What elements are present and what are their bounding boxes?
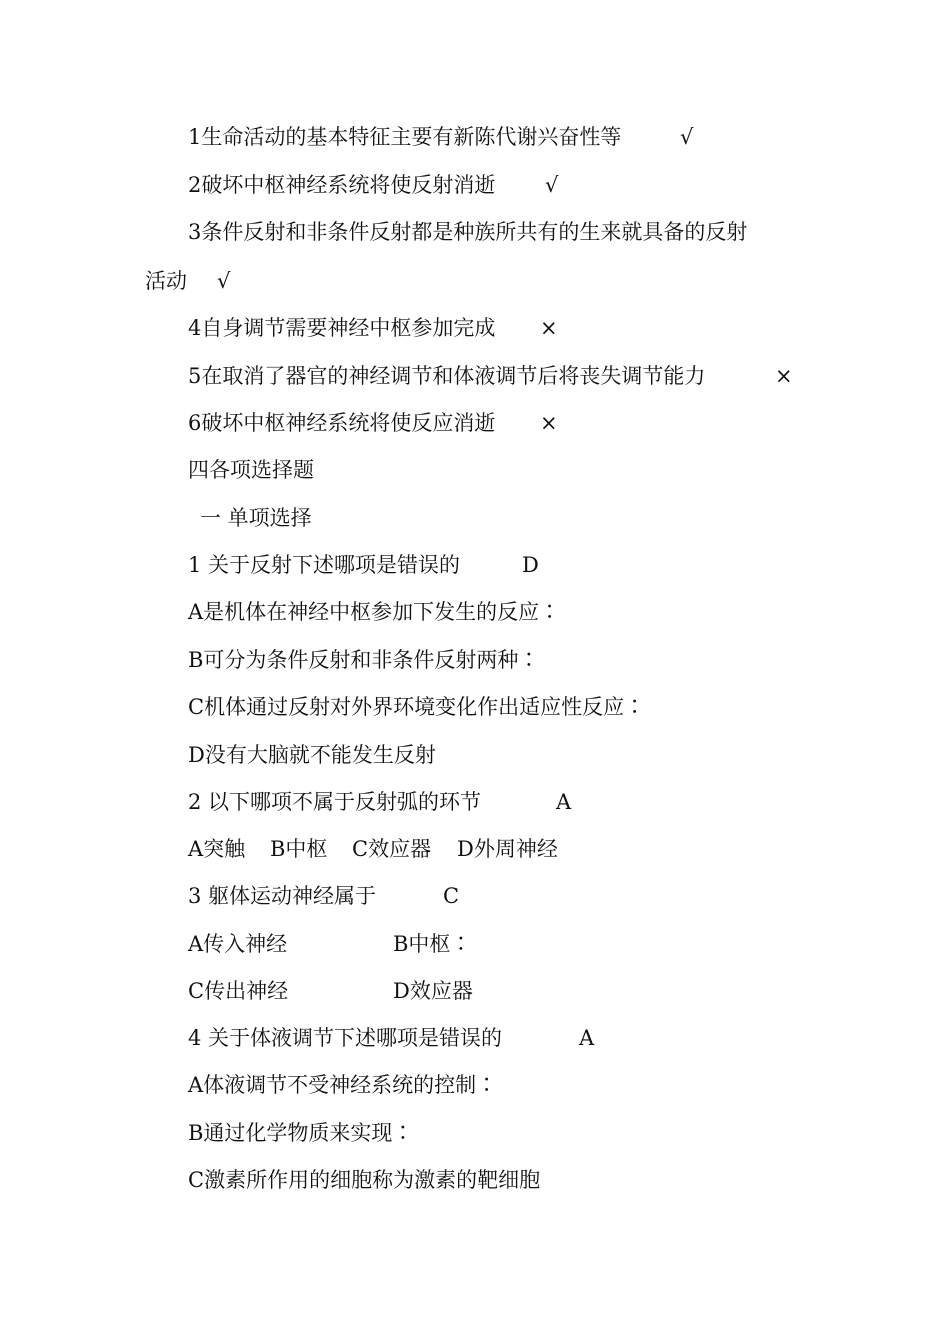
question-2-options (188, 836, 558, 862)
question-stem: 2 以下哪项不属于反射弧的环节 (188, 790, 482, 814)
section-title: 四各项选择题 (188, 458, 314, 482)
question-3-options-row-1 (188, 931, 472, 957)
question-4-stem (188, 1025, 595, 1051)
option: D外周神经 (457, 837, 558, 861)
judgment-2 (188, 172, 559, 198)
question-1-option-a: A是机体在神经中枢参加下发生的反应∶ (188, 600, 561, 624)
judgment-text: 2破坏中枢神经系统将使反射消逝 (188, 173, 496, 197)
question-stem: 4 关于体液调节下述哪项是错误的 (188, 1026, 503, 1050)
judgment-3 (188, 219, 747, 245)
option: C效应器 (352, 837, 432, 861)
question-answer: A (556, 790, 572, 814)
option: B中枢∶ (393, 932, 472, 956)
question-1-option-b: B可分为条件反射和非条件反射两种∶ (188, 648, 540, 672)
judgment-text: 1生命活动的基本特征主要有新陈代谢兴奋性等 (188, 125, 622, 149)
judgment-mark: × (540, 316, 558, 340)
judgment-4 (188, 315, 558, 341)
judgment-1 (188, 124, 694, 150)
subsection-title: 一 单项选择 (200, 506, 312, 530)
judgment-mark: √ (217, 269, 231, 293)
question-1-stem (188, 552, 539, 578)
question-4-option-b: B通过化学物质来实现∶ (188, 1121, 414, 1145)
question-3-options-row-2 (188, 978, 473, 1004)
option: D效应器 (393, 979, 473, 1003)
judgment-text: 6破坏中枢神经系统将使反应消逝 (188, 411, 496, 435)
option: A突触 (188, 837, 246, 861)
judgment-text: 3条件反射和非条件反射都是种族所共有的生来就具备的反射 (188, 220, 748, 244)
question-stem: 1 关于反射下述哪项是错误的 (188, 553, 461, 577)
judgment-mark: × (775, 364, 793, 388)
question-answer: A (579, 1026, 595, 1050)
judgment-3-continued (145, 268, 231, 294)
judgment-text-cont: 活动 (145, 269, 187, 293)
question-4-option-a: A体液调节不受神经系统的控制∶ (188, 1073, 498, 1097)
judgment-5 (188, 363, 793, 389)
question-stem: 3 躯体运动神经属于 (188, 884, 377, 908)
question-4-option-c: C激素所作用的细胞称为激素的靶细胞 (188, 1168, 541, 1192)
question-3-stem (188, 883, 460, 909)
option: B中枢 (270, 837, 328, 861)
option: A传入神经 (188, 932, 288, 956)
question-answer: D (522, 553, 539, 577)
option: C传出神经 (188, 979, 289, 1003)
judgment-mark: × (540, 411, 558, 435)
judgment-text: 5在取消了器官的神经调节和体液调节后将丧失调节能力 (188, 364, 706, 388)
question-2-stem (188, 789, 572, 815)
question-answer: C (443, 884, 460, 908)
judgment-6 (188, 410, 558, 436)
question-1-option-d: D没有大脑就不能发生反射 (188, 743, 436, 767)
judgment-mark: √ (545, 173, 559, 197)
question-1-option-c: C机体通过反射对外界环境变化作出适应性反应∶ (188, 695, 646, 719)
judgment-mark: √ (680, 125, 694, 149)
judgment-text: 4自身调节需要神经中枢参加完成 (188, 316, 496, 340)
